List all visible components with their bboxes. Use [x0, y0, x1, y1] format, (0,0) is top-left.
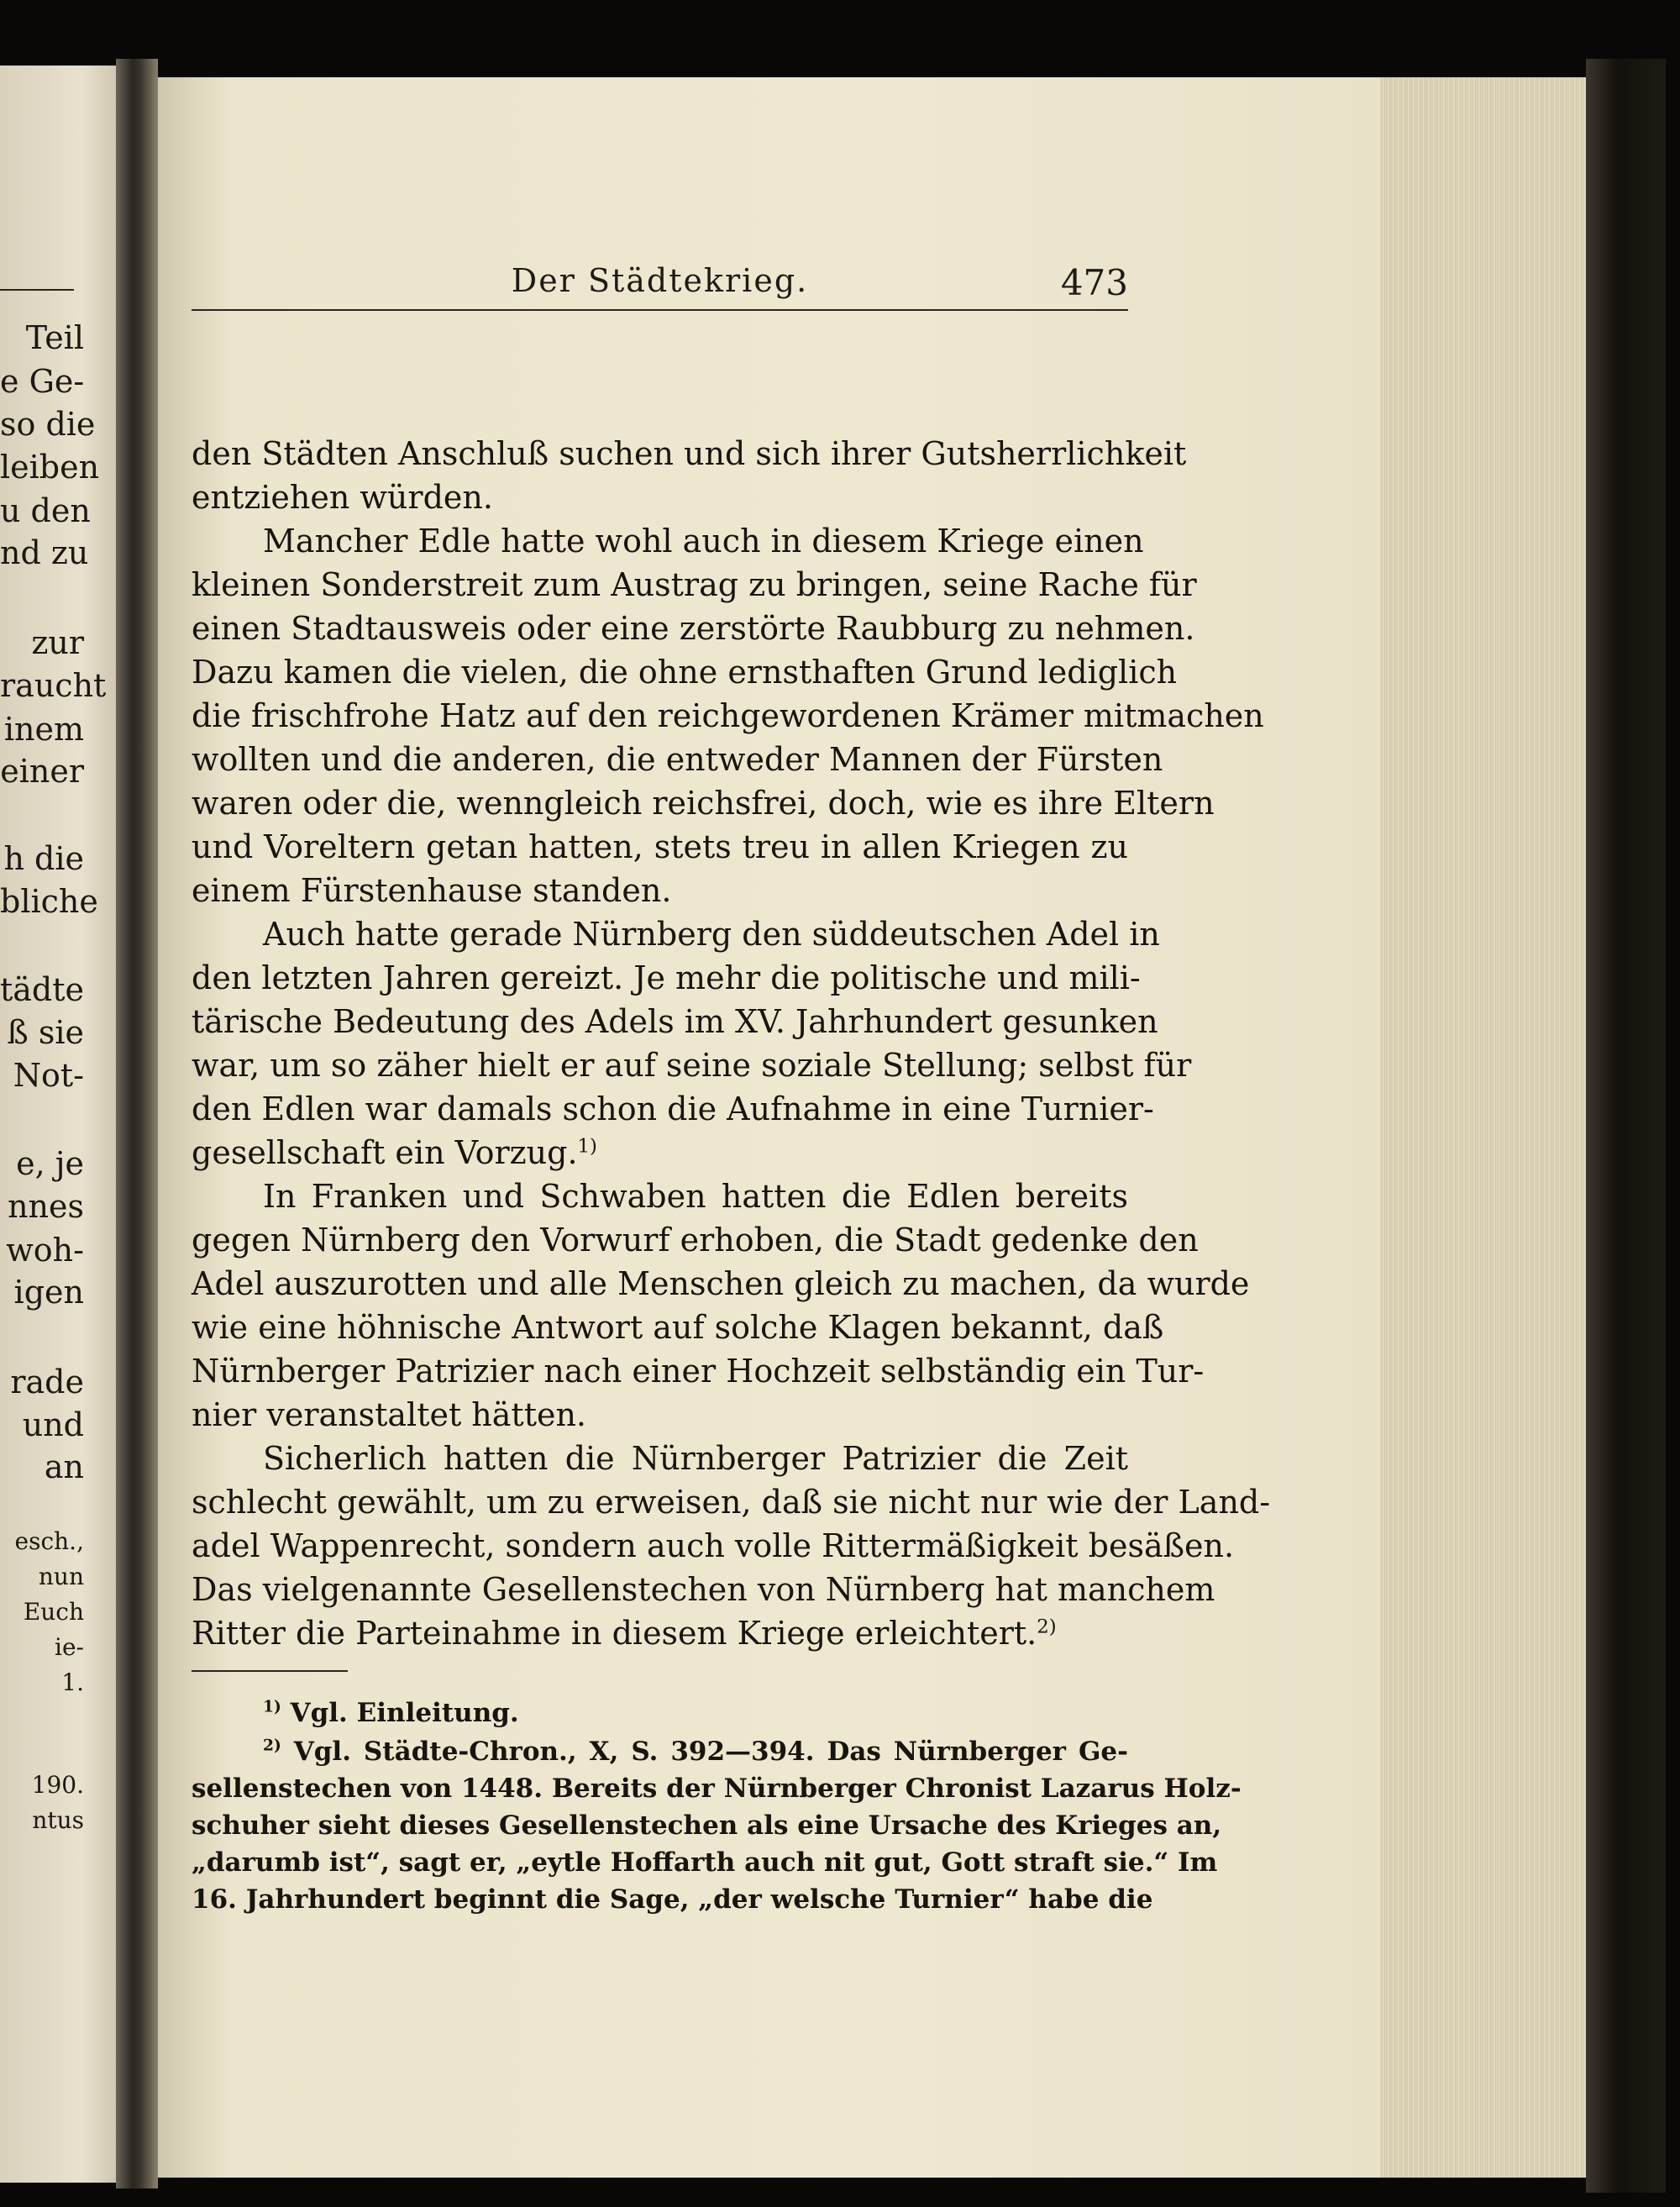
body-line: waren oder die, wenngleich reichsfrei, doch, wie es ihre Eltern [192, 785, 1215, 822]
left-fragment: und [22, 1406, 84, 1443]
running-head [192, 262, 1128, 313]
body-line: Nürnberger Patrizier nach einer Hochzeit selbständig ein Tur- [192, 1353, 1205, 1390]
body-line: Sicherlich hatten die Nürnberger Patrizier die Zeit [263, 1440, 1128, 1477]
left-fragment: nnes [8, 1188, 84, 1225]
left-fragment: ß sie [7, 1014, 84, 1051]
footnote-line: sellenstechen von 1448. Bereits der Nürnberger Chronist Lazarus Holz- [192, 1773, 1242, 1804]
book-page [158, 77, 1380, 2178]
left-fragment: nd zu [0, 534, 89, 571]
left-fragment: an [44, 1448, 84, 1485]
left-fragment: leiben [0, 449, 100, 486]
footnote-reference: 2) [1037, 1616, 1057, 1638]
left-fragment: inem [3, 711, 84, 748]
left-fragment: zur [31, 624, 84, 661]
body-line: schlecht gewählt, um zu erweisen, daß sie nicht nur wie der Land- [192, 1484, 1271, 1521]
left-fragment: ntus [32, 1806, 84, 1834]
left-fragment: Teil [25, 319, 84, 356]
body-line-text: Ritter die Parteinahme in diesem Kriege erleichtert. [192, 1615, 1037, 1652]
body-line: einem Fürstenhause standen. [192, 872, 672, 909]
footnote-mark: 1) [263, 1698, 281, 1716]
body-line: Adel auszurotten und alle Menschen gleich zu machen, da wurde [192, 1265, 1250, 1302]
footnote-rule [192, 1670, 348, 1672]
left-fragment: rade [10, 1364, 84, 1400]
left-fragment: bliche [0, 883, 98, 920]
body-line: den Edlen war damals schon die Aufnahme in eine Turnier- [192, 1090, 1154, 1127]
footnote-line [263, 1734, 1128, 1769]
left-fragment: tädte [0, 971, 85, 1008]
left-page-rule [0, 289, 74, 291]
body-line: entziehen würden. [192, 479, 493, 516]
body-line: adel Wappenrecht, sondern auch volle Rittermäßigkeit besäßen. [192, 1527, 1235, 1564]
body-line: wollten und die anderen, die entweder Mannen der Fürsten [192, 741, 1163, 778]
left-page-fragment [0, 66, 116, 2183]
left-fragment: einer [0, 753, 84, 790]
left-fragment: raucht [0, 667, 107, 704]
body-line [192, 1611, 1128, 1655]
body-line: war, um so zäher hielt er auf seine soziale Stellung; selbst für [192, 1047, 1192, 1084]
left-fragment: so die [0, 406, 96, 443]
body-line: Mancher Edle hatte wohl auch in diesem Kriege einen [263, 523, 1144, 560]
body-line: In Franken und Schwaben hatten die Edlen bereits [263, 1178, 1128, 1215]
book-cover-edge [1586, 59, 1666, 2193]
body-line: Auch hatte gerade Nürnberg den süddeutschen Adel in [263, 916, 1160, 953]
left-fragment: e, je [16, 1145, 84, 1182]
footnote-reference: 1) [577, 1135, 597, 1158]
body-line: nier veranstaltet hätten. [192, 1396, 587, 1433]
left-fragment: u den [0, 492, 91, 529]
body-line: einen Stadtausweis oder eine zerstörte Raubburg zu nehmen. [192, 610, 1195, 647]
body-line: den letzten Jahren gereizt. Je mehr die politische und mili- [192, 959, 1141, 996]
left-fragment: nun [38, 1563, 84, 1590]
left-fragment: 1. [61, 1668, 84, 1696]
left-fragment: ie- [55, 1633, 84, 1661]
footnote-text: Vgl. Städte-Chron., X, S. 392—394. Das Nürnberger Ge- [293, 1737, 1129, 1767]
left-fragment: esch., [14, 1527, 84, 1555]
footnote-text: Vgl. Einleitung. [290, 1698, 519, 1728]
footnote-line [263, 1695, 1128, 1731]
header-rule [192, 309, 1128, 311]
footnote-line: 16. Jahrhundert beginnt die Sage, „der welsche Turnier“ habe die [192, 1884, 1153, 1915]
left-fragment: Not- [13, 1057, 84, 1094]
body-line: den Städten Anschluß suchen und sich ihrer Gutsherrlichkeit [192, 435, 1187, 472]
body-line: die frischfrohe Hatz auf den reichgewordenen Krämer mitmachen [192, 697, 1264, 734]
body-line-text: gesellschaft ein Vorzug. [192, 1134, 578, 1171]
body-line: und Voreltern getan hatten, stets treu in allen Kriegen zu [192, 828, 1128, 865]
body-line: Das vielgenannte Gesellenstechen von Nürnberg hat manchem [192, 1571, 1215, 1608]
body-line: gegen Nürnberg den Vorwurf erhoben, die Stadt gedenke den [192, 1222, 1199, 1259]
running-title: Der Städtekrieg. [511, 262, 809, 299]
footnote-mark: 2) [263, 1737, 281, 1755]
page-edges [1380, 77, 1586, 2178]
body-line: Dazu kamen die vielen, die ohne ernsthaften Grund lediglich [192, 654, 1178, 691]
left-fragment: e Ge- [0, 363, 85, 400]
left-fragment: h die [3, 840, 84, 877]
page-number: 473 [1060, 262, 1128, 303]
left-fragment: woh- [6, 1232, 84, 1269]
left-fragment: 190. [31, 1771, 84, 1799]
left-fragment: igen [13, 1274, 84, 1311]
body-line [192, 1131, 1128, 1174]
left-fragment: Euch [23, 1598, 84, 1626]
book-gutter [116, 59, 158, 2189]
body-line: kleinen Sonderstreit zum Austrag zu bringen, seine Rache für [192, 566, 1197, 603]
body-line: wie eine höhnische Antwort auf solche Klagen bekannt, daß [192, 1309, 1164, 1346]
footnote-line: „darumb ist“, sagt er, „eytle Hoffarth auch nit gut, Gott straft sie.“ Im [192, 1847, 1218, 1878]
footnote-line: schuher sieht dieses Gesellenstechen als eine Ursache des Krieges an, [192, 1810, 1222, 1841]
body-line: tärische Bedeutung des Adels im XV. Jahrhundert gesunken [192, 1003, 1158, 1040]
